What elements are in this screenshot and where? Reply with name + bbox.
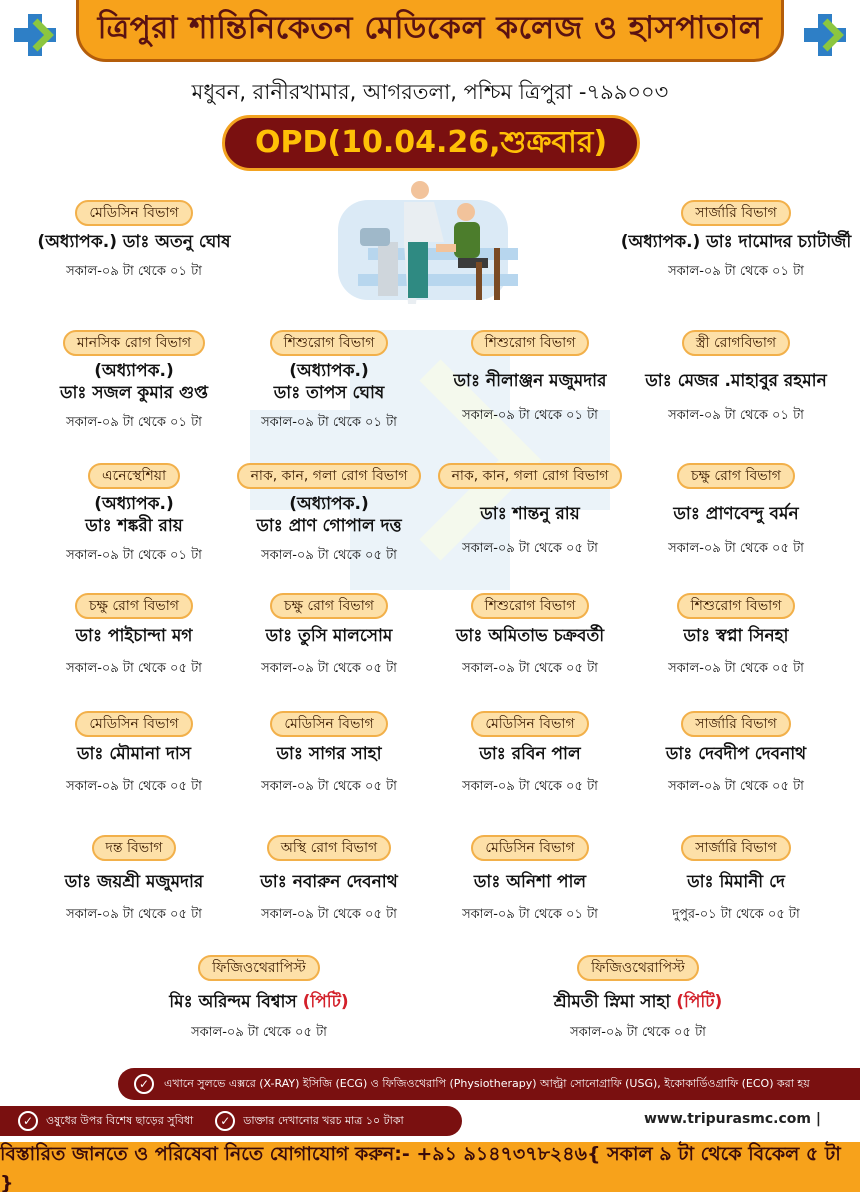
check-icon: ✓ [134, 1074, 154, 1094]
doctor-card [636, 835, 836, 926]
logo-icon [12, 12, 58, 58]
doctor-name [554, 991, 723, 1013]
opd-time: সকাল-০৯ টা থেকে ০১ টা [66, 415, 202, 430]
doctor-title: (অধ্যাপক.) [94, 494, 174, 514]
opd-time: সকাল-০৯ টা থেকে ০৫ টা [66, 661, 202, 676]
doctor-card [229, 463, 429, 567]
opd-time: সকাল-০৯ টা থেকে ০১ টা [66, 264, 202, 279]
hospital-title: ত্রিপুরা শান্তিনিকেতন মেডিকেল কলেজ ও হাসপাতাল [97, 9, 763, 46]
doctor-name: ডাঃ নবারুন দেবনাথ [260, 872, 398, 892]
department-badge: চক্ষু রোগ বিভাগ [270, 593, 388, 619]
department-badge: সার্জারি বিভাগ [681, 711, 791, 737]
doctor-card [34, 593, 234, 680]
doctor-title: (অধ্যাপক.) [289, 494, 369, 514]
doctor-card [229, 330, 429, 434]
opd-time: সকাল-০৯ টা থেকে ০৫ টা [261, 661, 397, 676]
doctor-name: ডাঃ তুসি মালসোম [265, 626, 393, 646]
doctor-name: ডাঃ অমিতাভ চক্রবর্তী [455, 626, 605, 646]
doctor-name: ডাঃ শঙ্করী রায় [85, 516, 183, 536]
opd-date-pill [222, 115, 640, 171]
benefits-strip [0, 1106, 462, 1136]
opd-time: সকাল-০৯ টা থেকে ০৫ টা [668, 779, 804, 794]
doctor-card [430, 711, 630, 798]
pt-suffix: (পিটি) [676, 992, 723, 1012]
opd-time: সকাল-০৯ টা থেকে ০৫ টা [191, 1025, 327, 1040]
title-banner [76, 0, 784, 62]
doctor-card [229, 711, 429, 798]
doctor-card [636, 593, 836, 680]
department-badge: সার্জারি বিভাগ [681, 835, 791, 861]
doctor-card [636, 330, 836, 427]
opd-time: সকাল-০৯ টা থেকে ০৫ টা [462, 541, 598, 556]
doctor-name: ডাঃ নীলাঞ্জন মজুমদার [453, 371, 607, 391]
opd-time: সকাল-০৯ টা থেকে ০৫ টা [462, 661, 598, 676]
doctor-name-text: মিঃ অরিন্দম বিশ্বাস [169, 992, 297, 1012]
doctor-title: (অধ্যাপক.) [94, 361, 174, 381]
department-badge: নাক, কান, গলা রোগ বিভাগ [237, 463, 422, 489]
doctor-name: ডাঃ পাইচান্দা মগ [75, 626, 193, 646]
opd-time: সকাল-০৯ টা থেকে ০১ টা [668, 408, 804, 423]
doctor-card [636, 463, 836, 560]
address: মধুবন, রানীরখামার, আগরতলা, পশ্চিম ত্রিপুরা -৭৯৯০০৩ [191, 80, 669, 104]
opd-time: সকাল-০৯ টা থেকে ০৫ টা [66, 907, 202, 922]
fee-text: ডাক্তার দেখানোর খরচ মাত্র ১০ টাকা [243, 1113, 404, 1127]
check-icon: ✓ [18, 1111, 38, 1131]
department-badge: মেডিসিন বিভাগ [75, 200, 192, 226]
doctor-name: ডাঃ দেবদীপ দেবনাথ [665, 744, 807, 764]
contact-bar [0, 1142, 860, 1192]
doctor-card [636, 711, 836, 798]
opd-time: সকাল-০৯ টা থেকে ০১ টা [462, 408, 598, 423]
doctor-card [129, 955, 389, 1044]
doctor-name: ডাঃ মিমানী দে [687, 872, 785, 892]
opd-time: সকাল-০৯ টা থেকে ০৫ টা [261, 779, 397, 794]
department-badge: মেডিসিন বিভাগ [471, 835, 588, 861]
services-text: এখানে সুলভে এক্সরে (X-RAY) ইসিজি (ECG) ও ফিজিওথেরাপি (Physiotherapy) আল্ট্রা সোনোগ্রাফি (USG), ইকোকার্ডিওগ্রাফি (ECO) করা হয় [164, 1076, 810, 1090]
doctor-card [229, 835, 429, 926]
doctor-name: ডাঃ তাপস ঘোষ [273, 383, 385, 403]
doctor-name: ডাঃ প্রাণ গোপাল দত্ত [256, 516, 402, 536]
doctor-card [430, 330, 630, 427]
doctor-card [508, 955, 768, 1044]
department-badge: এনেস্থেশিয়া [88, 463, 180, 489]
opd-time: সকাল-০৯ টা থেকে ০৫ টা [668, 661, 804, 676]
department-badge: মানসিক রোগ বিভাগ [63, 330, 205, 356]
department-badge: চক্ষু রোগ বিভাগ [677, 463, 795, 489]
department-badge: সার্জারি বিভাগ [681, 200, 791, 226]
doctor-name: ডাঃ অনিশা পাল [473, 872, 587, 892]
doctor-illustration [318, 178, 528, 310]
doctor-name: ডাঃ প্রাণবেন্দু বর্মন [673, 504, 799, 524]
doctor-name: ডাঃ রবিন পাল [479, 744, 581, 764]
department-badge: শিশুরোগ বিভাগ [677, 593, 796, 619]
doctor-card [34, 835, 234, 926]
doctor-card [34, 330, 234, 434]
department-badge: মেডিসিন বিভাগ [270, 711, 387, 737]
department-badge: অস্থি রোগ বিভাগ [267, 835, 391, 861]
doctor-card [430, 593, 630, 680]
doctor-name: ডাঃ স্বপ্না সিনহা [683, 626, 789, 646]
department-badge: মেডিসিন বিভাগ [75, 711, 192, 737]
website-link[interactable]: www.tripurasmc.com | [644, 1111, 821, 1127]
department-badge: মেডিসিন বিভাগ [471, 711, 588, 737]
department-badge: দন্ত বিভাগ [92, 835, 177, 861]
opd-date: OPD(10.04.26,শুক্রবার) [254, 124, 608, 160]
doctor-name: (অধ্যাপক.) ডাঃ দামোদর চ্যাটার্জী [620, 232, 852, 252]
doctor-card [34, 463, 234, 567]
discount-text: ওষুধের উপর বিশেষ ছাড়ের সুবিধা [46, 1113, 194, 1127]
department-badge: শিশুরোগ বিভাগ [270, 330, 389, 356]
doctor-card [430, 835, 630, 926]
doctor-title: (অধ্যাপক.) [289, 361, 369, 381]
logo-icon [802, 12, 848, 58]
opd-time: সকাল-০৯ টা থেকে ০১ টা [66, 548, 202, 563]
doctor-name: ডাঃ সাগর সাহা [276, 744, 382, 764]
doctor-name: (অধ্যাপক.) ডাঃ অতনু ঘোষ [37, 232, 231, 252]
doctor-name: ডাঃ মেজর .মাহাবুর রহমান [645, 371, 827, 391]
doctor-name [169, 991, 348, 1013]
doctor-name: ডাঃ মৌমানা দাস [76, 744, 192, 764]
opd-time: সকাল-০৯ টা থেকে ০৫ টা [261, 548, 397, 563]
doctor-name: ডাঃ জয়শ্রী মজুমদার [64, 872, 204, 892]
opd-time: সকাল-০৯ টা থেকে ০৫ টা [462, 779, 598, 794]
opd-time: সকাল-০৯ টা থেকে ০৫ টা [66, 779, 202, 794]
check-icon: ✓ [215, 1111, 235, 1131]
department-badge: নাক, কান, গলা রোগ বিভাগ [438, 463, 623, 489]
services-strip [118, 1068, 860, 1100]
department-badge: ফিজিওথেরাপিস্ট [198, 955, 320, 981]
department-badge: শিশুরোগ বিভাগ [471, 330, 590, 356]
doctor-card [229, 593, 429, 680]
doctor-card [34, 711, 234, 798]
contact-text: বিস্তারিত জানতে ও পরিষেবা নিতে যোগাযোগ করুন:- +৯১ ৯১৪৭৩৭৮২৪৬{ সকাল ৯ টা থেকে বিকেল ৫ টা } [0, 1143, 841, 1192]
department-badge: স্ত্রী রোগবিভাগ [682, 330, 790, 356]
pt-suffix: (পিটি) [302, 992, 349, 1012]
doctor-card [34, 200, 234, 283]
department-badge: চক্ষু রোগ বিভাগ [75, 593, 193, 619]
department-badge: শিশুরোগ বিভাগ [471, 593, 590, 619]
opd-time: সকাল-০৯ টা থেকে ০৫ টা [261, 907, 397, 922]
opd-time: দুপুর-০১ টা থেকে ০৫ টা [672, 907, 800, 922]
opd-time: সকাল-০৯ টা থেকে ০১ টা [668, 264, 804, 279]
opd-time: সকাল-০৯ টা থেকে ০১ টা [261, 415, 397, 430]
doctor-name: ডাঃ শান্তনু রায় [480, 504, 580, 524]
opd-time: সকাল-০৯ টা থেকে ০৫ টা [668, 541, 804, 556]
doctor-name-text: শ্রীমতী স্নিমা সাহা [553, 992, 671, 1012]
opd-time: সকাল-০৯ টা থেকে ০১ টা [462, 907, 598, 922]
opd-time: সকাল-০৯ টা থেকে ০৫ টা [570, 1025, 706, 1040]
doctor-card [430, 463, 630, 560]
doctor-name: ডাঃ সজল কুমার গুপ্ত [59, 383, 209, 403]
doctor-card [620, 200, 852, 283]
department-badge: ফিজিওথেরাপিস্ট [577, 955, 699, 981]
